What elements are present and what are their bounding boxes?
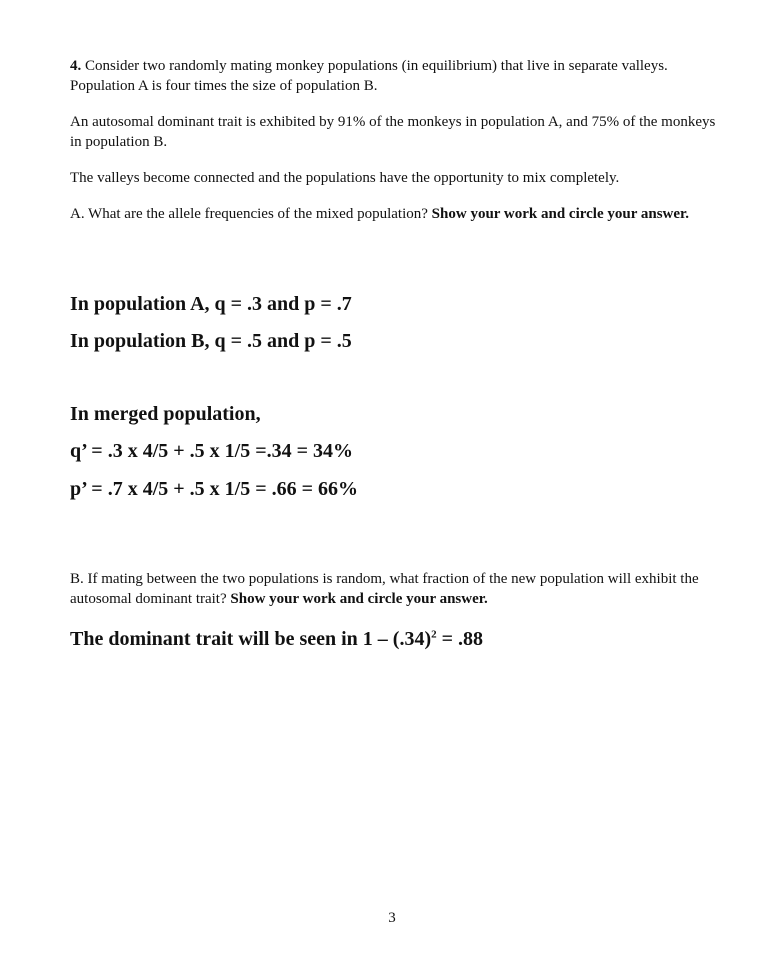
answer-p-prime: p’ = .7 x 4/5 + .5 x 1/5 = .66 = 66% — [70, 478, 358, 500]
question-intro-text: Consider two randomly mating monkey populations (in equilibrium) that live in separate valleys. Population A is four times the size of population B. — [70, 58, 668, 94]
part-a-question — [70, 204, 720, 224]
document-page — [70, 56, 720, 240]
question-intro — [70, 56, 720, 96]
page-number: 3 — [388, 910, 396, 926]
part-b-prompt: B. If mating between the two populations is random, what fraction of the new population will exhibit the autosomal dominant trait? — [70, 571, 699, 607]
answer-dominant-exponent: 2 — [431, 628, 437, 641]
question-trait-text: An autosomal dominant trait is exhibited by 91% of the monkeys in population A, and 75% of the monkeys in population B. — [70, 114, 716, 150]
answer-pop-a: In population A, q = .3 and p = .7 — [70, 293, 352, 315]
answer-pop-b: In population B, q = .5 and p = .5 — [70, 330, 352, 352]
answer-dominant-prefix: The dominant trait will be seen in 1 – (.34) — [70, 628, 432, 650]
part-a-prompt: A. What are the allele frequencies of the mixed population? — [70, 206, 428, 222]
answer-q-prime: q’ = .3 x 4/5 + .5 x 1/5 =.34 = 34% — [70, 440, 353, 462]
part-b-question — [70, 569, 720, 609]
answer-merged-heading: In merged population, — [70, 403, 261, 425]
answer-dominant-suffix: = .88 — [436, 628, 484, 650]
question-number: 4. — [70, 58, 82, 74]
answer-dominant-fraction — [70, 626, 483, 652]
part-a-instruction: Show your work and circle your answer. — [431, 206, 690, 222]
question-connect-text: The valleys become connected and the populations have the opportunity to mix completely. — [70, 170, 620, 186]
part-b-instruction: Show your work and circle your answer. — [230, 591, 488, 607]
